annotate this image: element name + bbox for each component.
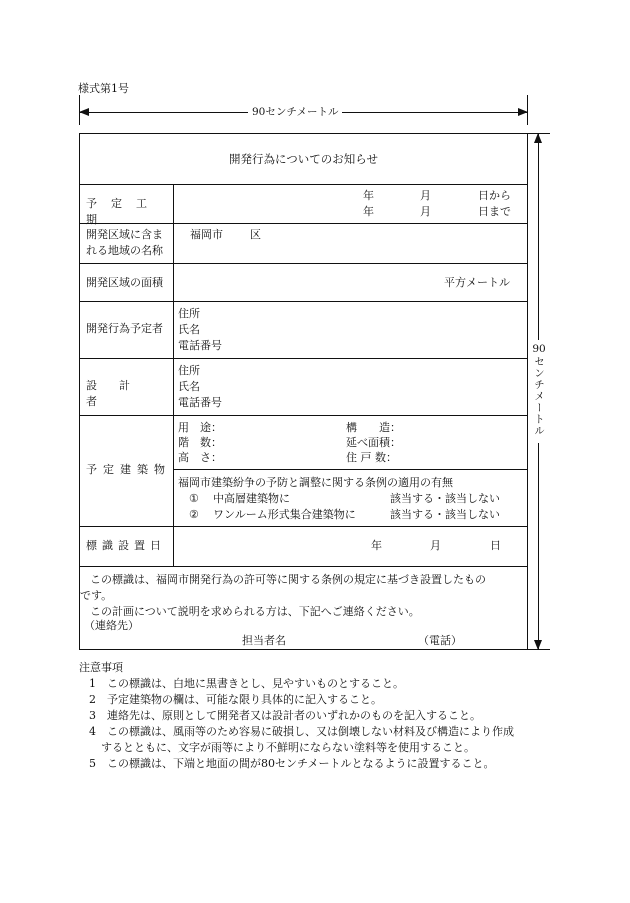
area-city: 福岡市 (190, 228, 223, 241)
note-item (79, 756, 549, 772)
building-floors: 階 数： (178, 436, 222, 449)
period-month-until: 月 (420, 205, 431, 218)
note-item (79, 692, 549, 708)
designer-address: 住所 (178, 364, 200, 377)
footer-line3: この計画について説明を求められる方は、下記へご連絡ください。 (90, 605, 420, 618)
area-name-label-line2: れる地域の名称 (86, 244, 163, 257)
board-title: 開発行為についてのお知らせ (229, 152, 378, 166)
width-label: 90センチメートル (248, 104, 342, 119)
form-number: 様式第1号 (78, 82, 129, 95)
height-number: 90 (532, 343, 546, 355)
row-divider (80, 566, 527, 567)
developer-phone: 電話番号 (178, 339, 222, 352)
footer-line1: この標識は、福岡市開発行為の許可等に関する条例の規定に基づき設置したもの (90, 573, 486, 586)
notice-board (79, 133, 528, 650)
note-text: この標識は、下端と地面の間が80センチメートルとなるように設置すること。 (107, 757, 495, 770)
note-item (79, 724, 549, 740)
period-month-from: 月 (420, 189, 431, 202)
install-day: 日 (490, 539, 501, 552)
developer-label: 開発行為予定者 (86, 322, 163, 335)
building-units: 住 戸 数： (346, 451, 397, 464)
building-floor-area: 延べ面積： (346, 436, 401, 449)
period-year-until: 年 (363, 205, 374, 218)
designer-label-text: 設計者 (86, 379, 152, 408)
area-ward: 区 (250, 228, 261, 241)
building-label (86, 462, 174, 478)
developer-fields (178, 306, 222, 354)
ordinance-heading: 福岡市建築紛争の予防と調整に関する条例の適用の有無 (178, 476, 453, 489)
row-divider (80, 263, 527, 264)
arrow-down-icon (534, 640, 542, 650)
height-unit: センチメートル (533, 356, 545, 437)
developer-name: 氏名 (178, 323, 200, 336)
note-text: この標識は、風雨等のため容易に破損し、又は倒壊しない材料及び構造により作成 (107, 725, 514, 738)
note-text: 連絡先は、原則として開発者又は設計者のいずれかのものを記入すること。 (107, 709, 481, 722)
period-label-text: 予定工期 (86, 197, 161, 226)
building-height: 高 さ： (178, 451, 222, 464)
note-number: 3 (89, 709, 96, 722)
row-divider (80, 301, 527, 302)
notes-heading: 注意事項 (79, 661, 123, 674)
row-divider (80, 526, 527, 527)
designer-name: 氏名 (178, 380, 200, 393)
arrow-right-icon (518, 108, 528, 116)
ordinance-item2-mark: ② (189, 508, 199, 521)
period-until: 日まで (478, 205, 511, 218)
ordinance-item2: ワンルーム形式集合建築物に (213, 508, 356, 521)
ordinance-item1-choice: 該当する・該当しない (390, 492, 500, 505)
building-label-text: 予定建築物 (86, 463, 171, 476)
area-name-label (86, 227, 174, 259)
notes-section (79, 660, 549, 772)
height-label (531, 340, 547, 443)
arrow-up-icon (534, 133, 542, 143)
building-structure: 構 造： (346, 421, 401, 434)
footer-line2: です。 (80, 589, 113, 602)
note-number: 4 (89, 725, 96, 738)
building-divider (173, 469, 528, 470)
area-name-label-line1: 開発区域に含ま (86, 228, 163, 241)
building-use: 用 途： (178, 421, 222, 434)
install-month: 月 (430, 539, 441, 552)
area-size-label: 開発区域の面積 (86, 276, 163, 289)
install-year: 年 (371, 539, 382, 552)
ordinance-item1: 中高層建築物に (213, 492, 290, 505)
row-divider (80, 184, 527, 185)
designer-phone: 電話番号 (178, 396, 222, 409)
footer-phone: （電話） (418, 634, 462, 647)
install-date-label-text: 標識設置日 (86, 539, 166, 552)
designer-label (86, 378, 174, 410)
row-divider (80, 415, 527, 416)
install-date-label (86, 538, 174, 554)
note-number: 2 (89, 693, 96, 706)
period-label (86, 196, 174, 228)
ordinance-item2-choice: 該当する・該当しない (390, 508, 500, 521)
arrow-left-icon (79, 108, 89, 116)
note-number: 5 (89, 757, 96, 770)
designer-fields (178, 363, 222, 411)
note-continuation: するとともに、文字が雨等により不鮮明にならない塗料等を使用すること。 (101, 741, 475, 754)
developer-address: 住所 (178, 307, 200, 320)
ordinance-item1-mark: ① (189, 492, 199, 505)
note-text: 予定建築物の欄は、可能な限り具体的に記入すること。 (107, 693, 382, 706)
period-year-from: 年 (363, 189, 374, 202)
note-item (79, 676, 549, 692)
footer-person: 担当者名 (242, 634, 286, 647)
note-number: 1 (89, 677, 96, 690)
area-size-unit: 平方メートル (444, 276, 510, 289)
note-text: この標識は、白地に黒書きとし、見やすいものとすること。 (107, 677, 404, 690)
note-item (79, 708, 549, 724)
footer-contact: （連絡先） (84, 619, 139, 632)
row-divider (80, 358, 527, 359)
period-from: 日から (478, 189, 511, 202)
